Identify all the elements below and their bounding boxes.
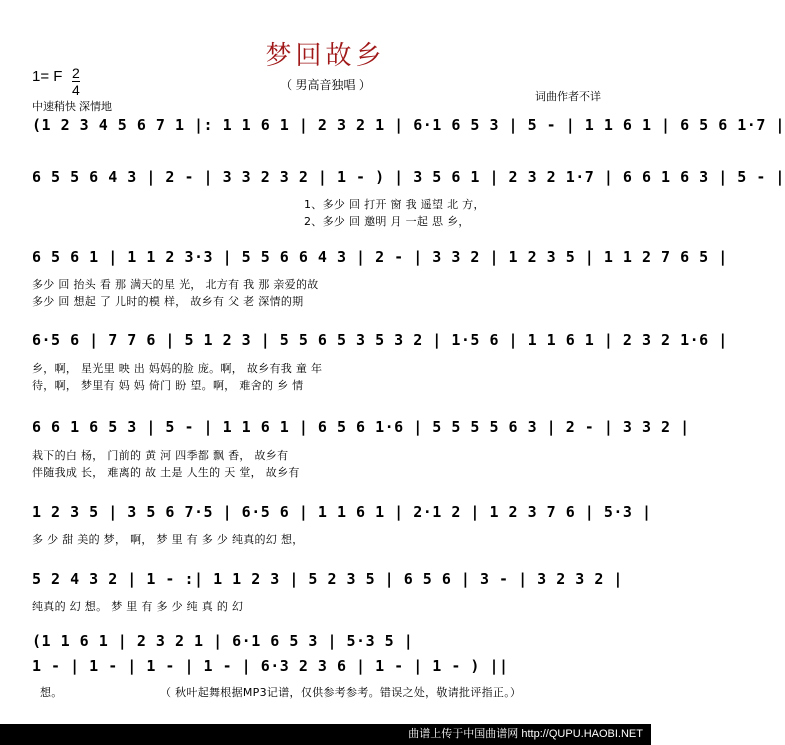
score-line-6: 1 2 3 5 | 3 5 6 7·5 | 6·5 6 | 1 1 6 1 | 2·1 2 | 1 2 3 7 6 | 5·3 |	[32, 503, 652, 521]
transcription-note: （ 秋叶起舞根据MP3记谱，仅供参考参考。错误之处，敬请批评指正。）	[160, 686, 522, 699]
lyric-line-4a: 乡，啊， 星光里 映 出 妈妈的脸 庞。啊， 故乡有我 童 年	[32, 362, 323, 375]
credit-line: 词曲作者不详	[535, 91, 601, 103]
song-title: 梦回故乡	[265, 41, 386, 71]
score-line-4: 6·5 6 | 7 7 6 | 5 1 2 3 | 5 5 6 5 3 5 3 2 | 1·5 6 | 1 1 6 1 | 2 3 2 1·6 |	[32, 331, 728, 349]
lyric-line-9: 想。	[40, 686, 63, 699]
footer-bar	[0, 724, 651, 745]
footer-text[interactable]: 曲谱上传于中国曲谱网 http://QUPU.HAOBI.NET	[408, 728, 643, 740]
score-line-1: (1 2 3 4 5 6 7 1 |: 1 1 6 1 | 2 3 2 1 | 6·1 6 5 3 | 5 - | 1 1 6 1 | 6 5 6 1·7 |	[32, 116, 785, 134]
lyric-line-6: 多 少 甜 美的 梦， 啊， 梦 里 有 多 少 纯真的幻 想，	[32, 533, 304, 546]
lyric-line-4b: 待，啊， 梦里有 妈 妈 倚门 盼 望。啊， 难舍的 乡 情	[32, 379, 304, 392]
lyric-line-5b: 伴随我成 长， 难离的 故 土是 人生的 天 堂， 故乡有	[32, 466, 300, 479]
lyric-line-2b: 2、多少 回 邀明 月 一起 思 乡，	[304, 215, 470, 228]
lyric-line-3a: 多少 回 抬头 看 那 满天的星 光， 北方有 我 那 亲爱的故	[32, 278, 319, 291]
score-line-3: 6 5 6 1 | 1 1 2 3·3 | 5 5 6 6 4 3 | 2 - | 3 3 2 | 1 2 3 5 | 1 1 2 7 6 5 |	[32, 248, 728, 266]
score-line-8: (1 1 6 1 | 2 3 2 1 | 6·1 6 5 3 | 5·3 5 |	[32, 632, 414, 650]
score-line-9: 1 - | 1 - | 1 - | 1 - | 6·3 2 3 6 | 1 - | 1 - ) ||	[32, 657, 509, 675]
meter-bottom: 4	[72, 82, 80, 98]
time-signature	[72, 66, 80, 97]
key-signature: 1= F	[32, 68, 63, 85]
score-line-2: 6 5 5 6 4 3 | 2 - | 3 3 2 3 2 | 1 - ) | 3 5 6 1 | 2 3 2 1·7 | 6 6 1 6 3 | 5 - |	[32, 168, 785, 186]
lyric-line-3b: 多少 回 想起 了 儿时的模 样， 故乡有 父 老 深情的期	[32, 295, 304, 308]
tempo-marking: 中速稍快 深情地	[32, 101, 113, 113]
lyric-line-7: 纯真的 幻 想。 梦 里 有 多 少 纯 真 的 幻	[32, 600, 244, 613]
song-subtitle: （ 男高音独唱 ）	[280, 78, 371, 92]
score-line-5: 6 6 1 6 5 3 | 5 - | 1 1 6 1 | 6 5 6 1·6 | 5 5 5 5 6 3 | 2 - | 3 3 2 |	[32, 418, 690, 436]
lyric-line-5a: 栽下的白 杨， 门前的 黄 河 四季都 飘 香， 故乡有	[32, 449, 289, 462]
lyric-line-2a: 1、多少 回 打开 窗 我 遥望 北 方，	[304, 198, 485, 211]
meter-top: 2	[72, 65, 80, 81]
score-line-7: 5 2 4 3 2 | 1 - :| 1 1 2 3 | 5 2 3 5 | 6 5 6 | 3 - | 3 2 3 2 |	[32, 570, 623, 588]
